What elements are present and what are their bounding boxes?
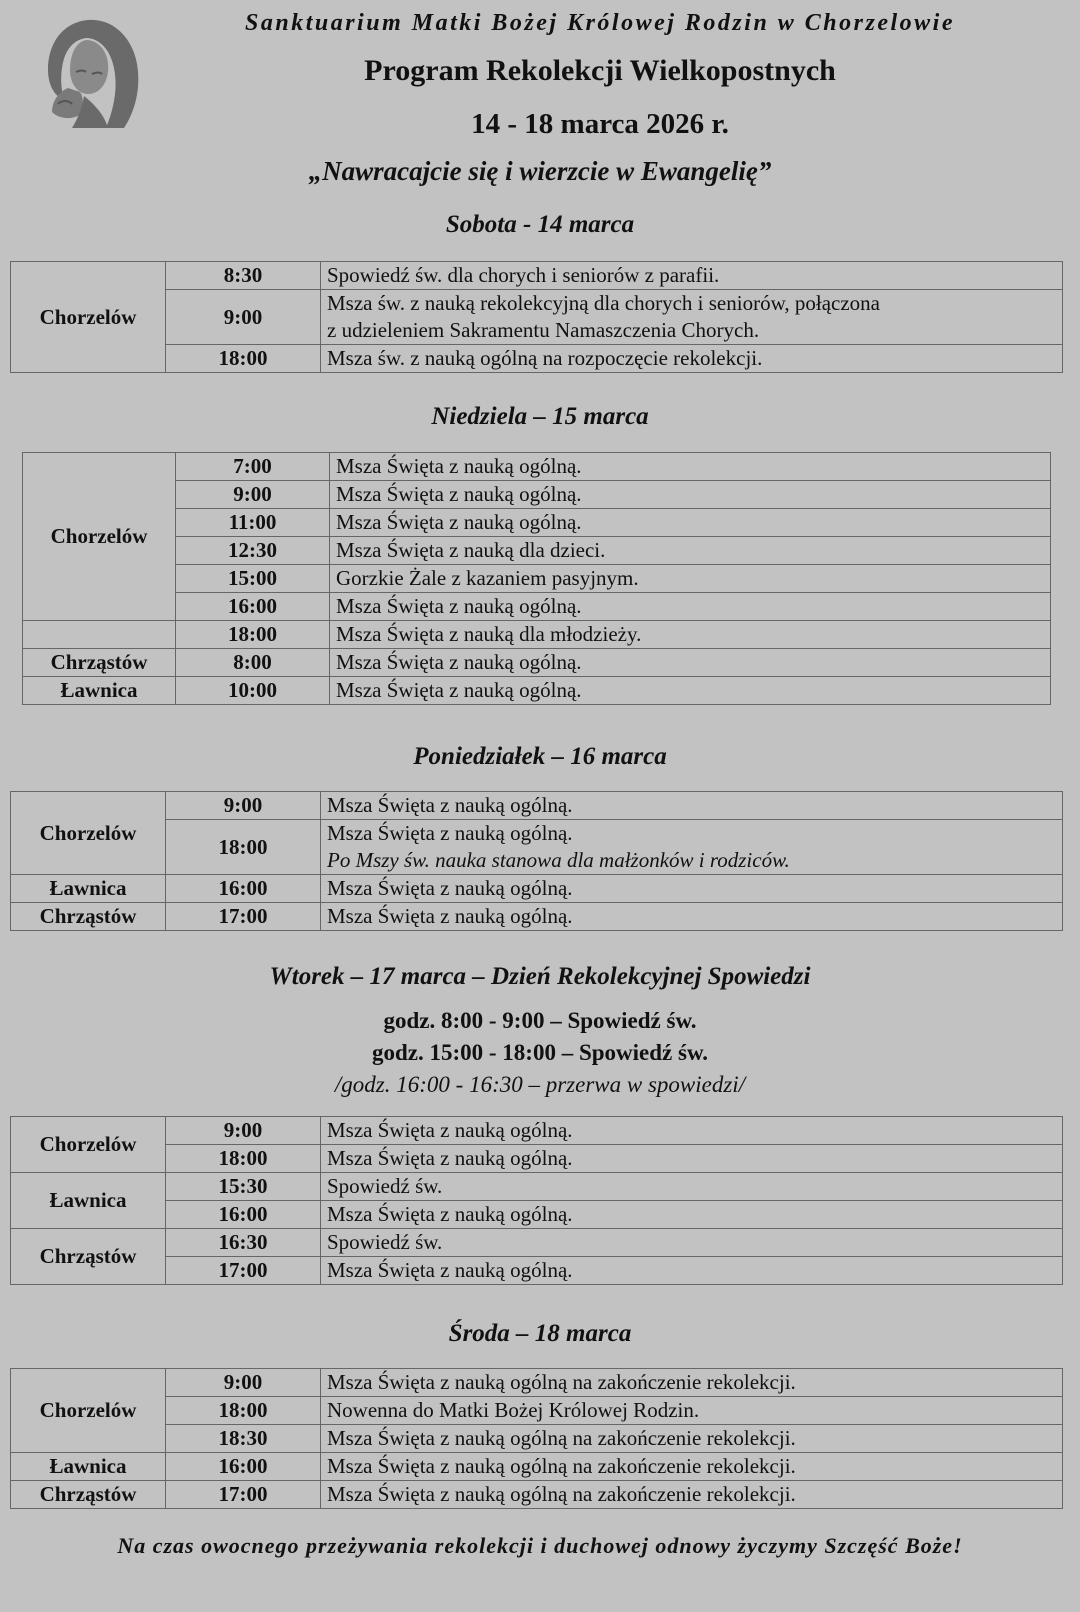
day-title-wednesday: Środa – 18 marca [448,1320,632,1347]
time-cell: 7:00 [176,453,330,481]
table-row [11,875,1063,903]
table-row [23,649,1051,677]
table-row [11,1201,1063,1229]
table-row [11,1117,1063,1145]
description-cell: Msza Święta z nauką ogólną. [321,1201,1063,1229]
table-row [11,1453,1063,1481]
closing-blessing: Na czas owocnego przeżywania rekolekcji i duchowej odnowy życzymy Szczęść Boże! [117,1533,963,1558]
location-cell: Chrząstów [11,1229,166,1285]
description-cell: Spowiedź św. [321,1173,1063,1201]
table-row [11,1425,1063,1453]
description-line: Msza św. z nauką rekolekcyjną dla chorych i seniorów, połączona [327,291,880,315]
description-cell: Msza Święta z nauką ogólną na zakończenie rekolekcji. [321,1425,1063,1453]
location-cell: Ławnica [11,875,166,903]
description-cell: Msza Święta z nauką ogólną. [321,875,1063,903]
description-cell: Msza Święta z nauką dla dzieci. [330,537,1051,565]
table-row [23,677,1051,705]
table-row [23,481,1051,509]
description-cell: Gorzkie Żale z kazaniem pasyjnym. [330,565,1051,593]
time-cell: 16:30 [166,1229,321,1257]
description-cell: Msza Święta z nauką dla młodzieży. [330,621,1051,649]
time-cell: 18:00 [166,820,321,875]
description-cell [321,290,1063,345]
time-cell: 9:00 [166,290,321,345]
description-line: z udzieleniem Sakramentu Namaszczenia Chorych. [327,318,760,342]
time-cell: 8:00 [176,649,330,677]
location-cell: Chorzelów [11,1117,166,1173]
description-cell: Msza Święta z nauką ogólną. [321,1145,1063,1173]
program-motto: „Nawracajcie się i wierzcie w Ewangelię” [308,156,772,186]
table-row [23,509,1051,537]
description-cell: Msza Święta z nauką ogólną. [321,903,1063,931]
schedule-table-tuesday [10,1116,1063,1285]
time-cell: 15:30 [166,1173,321,1201]
time-cell: 16:00 [166,875,321,903]
table-row [11,1257,1063,1285]
description-cell: Msza Święta z nauką ogólną. [321,1257,1063,1285]
description-cell: Msza św. z nauką ogólną na rozpoczęcie rekolekcji. [321,345,1063,373]
time-cell: 10:00 [176,677,330,705]
time-cell: 9:00 [176,481,330,509]
time-cell: 9:00 [166,1117,321,1145]
table-row [11,1145,1063,1173]
table-row [23,453,1051,481]
time-cell: 15:00 [176,565,330,593]
table-row [11,262,1063,290]
day-title-sunday: Niedziela – 15 marca [431,403,649,430]
description-cell: Msza Święta z nauką ogólną. [321,1117,1063,1145]
table-row [11,792,1063,820]
description-cell: Msza Święta z nauką ogólną. [330,453,1051,481]
table-row [23,565,1051,593]
location-cell: Chorzelów [11,262,166,373]
table-row [11,903,1063,931]
table-row [11,1397,1063,1425]
time-cell: 9:00 [166,792,321,820]
location-cell: Chrząstów [11,1481,166,1509]
description-line: Msza Święta z nauką ogólną. [327,821,573,845]
description-cell: Msza Święta z nauką ogólną. [321,792,1063,820]
description-cell: Nowenna do Matki Bożej Królowej Rodzin. [321,1397,1063,1425]
location-cell: Chrząstów [23,649,176,677]
day-title-tuesday: Wtorek – 17 marca – Dzień Rekolekcyjnej Spowiedzi [269,963,811,990]
time-cell: 18:00 [166,345,321,373]
program-title: Program Rekolekcji Wielkopostnych [364,54,836,87]
table-row [11,290,1063,345]
table-row [23,537,1051,565]
confession-break-note: /godz. 16:00 - 16:30 – przerwa w spowiedzi/ [334,1072,746,1097]
location-cell [23,621,176,649]
description-note: Po Mszy św. nauka stanowa dla małżonków i rodziców. [327,848,790,872]
time-cell: 12:30 [176,537,330,565]
description-cell: Spowiedź św. [321,1229,1063,1257]
table-row [11,345,1063,373]
description-cell: Msza Święta z nauką ogólną na zakończenie rekolekcji. [321,1369,1063,1397]
location-cell: Ławnica [11,1173,166,1229]
time-cell: 16:00 [166,1453,321,1481]
time-cell: 17:00 [166,903,321,931]
confession-hours-morning: godz. 8:00 - 9:00 – Spowiedź św. [383,1008,697,1033]
location-cell: Chorzelów [23,453,176,621]
table-row [11,820,1063,875]
location-cell: Chorzelów [11,792,166,875]
description-cell: Spowiedź św. dla chorych i seniorów z parafii. [321,262,1063,290]
confession-hours-afternoon: godz. 15:00 - 18:00 – Spowiedź św. [371,1040,709,1065]
program-dates: 14 - 18 marca 2026 r. [471,108,729,140]
table-row [11,1229,1063,1257]
schedule-table-monday [10,791,1063,931]
time-cell: 18:00 [176,621,330,649]
table-row [11,1369,1063,1397]
description-cell: Msza Święta z nauką ogólną. [330,593,1051,621]
description-cell: Msza Święta z nauką ogólną na zakończenie rekolekcji. [321,1481,1063,1509]
location-cell: Ławnica [11,1453,166,1481]
sanctuary-name: Sanktuarium Matki Bożej Królowej Rodzin w Chorzelowie [245,10,955,36]
location-cell: Ławnica [23,677,176,705]
location-cell: Chrząstów [11,903,166,931]
time-cell: 16:00 [166,1201,321,1229]
day-title-saturday: Sobota - 14 marca [445,211,635,238]
description-cell: Msza Święta z nauką ogólną. [330,649,1051,677]
description-cell: Msza Święta z nauką ogólną. [330,481,1051,509]
location-cell: Chorzelów [11,1369,166,1453]
description-cell [321,820,1063,875]
time-cell: 8:30 [166,262,321,290]
time-cell: 18:30 [166,1425,321,1453]
time-cell: 18:00 [166,1145,321,1173]
table-row [23,593,1051,621]
description-cell: Msza Święta z nauką ogólną. [330,509,1051,537]
day-title-monday: Poniedziałek – 16 marca [413,743,667,770]
time-cell: 11:00 [176,509,330,537]
table-row [11,1481,1063,1509]
table-row [23,621,1051,649]
table-row [11,1173,1063,1201]
description-cell: Msza Święta z nauką ogólną na zakończenie rekolekcji. [321,1453,1063,1481]
time-cell: 17:00 [166,1481,321,1509]
time-cell: 16:00 [176,593,330,621]
schedule-table-saturday [10,261,1063,373]
time-cell: 9:00 [166,1369,321,1397]
schedule-table-sunday [22,452,1051,705]
description-cell: Msza Święta z nauką ogólną. [330,677,1051,705]
schedule-table-wednesday [10,1368,1063,1509]
time-cell: 18:00 [166,1397,321,1425]
time-cell: 17:00 [166,1257,321,1285]
